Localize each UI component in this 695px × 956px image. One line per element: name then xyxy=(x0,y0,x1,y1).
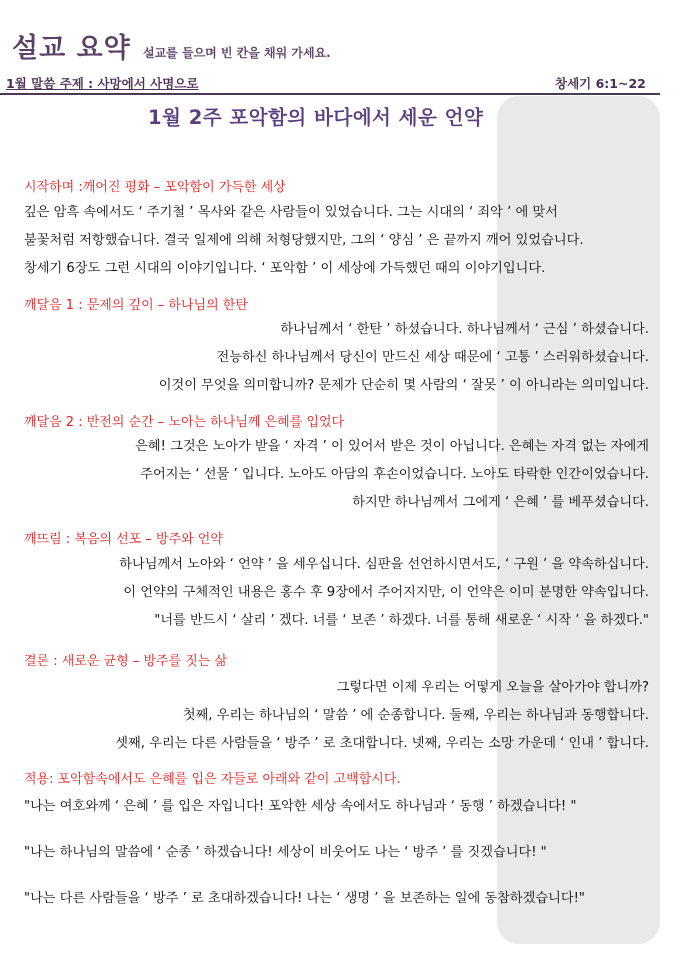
monthly-topic: 1월 말씀 주제 : 사망에서 사명으로 xyxy=(6,76,199,91)
scripture-reference: 창세기 6:1~22 xyxy=(555,76,646,91)
conclusion-line-1: 그렇다면 이제 우리는 어떻게 오늘을 살아가야 합니까? xyxy=(336,680,649,695)
realization-2-line-2: 주어지는 ‘ 선물 ’ 입니다. 노아도 아담의 후손이었습니다. 노아도 타락한 인간이었습니다. xyxy=(140,467,649,482)
conclusion-line-3: 셋째, 우리는 다른 사람들을 ‘ 방주 ’ 로 초대합니다. 넷째, 우리는 소망 가운데 ‘ 인내 ’ 합니다. xyxy=(115,736,649,751)
realization-1-line-1: 하나님께서 ‘ 한탄 ’ 하셨습니다. 하나님께서 ‘ 근심 ’ 하셨습니다. xyxy=(280,322,649,337)
side-panel-background xyxy=(497,96,660,944)
section-heading-conclusion: 결론 : 새로운 균형 – 방주를 짓는 삶 xyxy=(24,654,228,669)
breakthrough-line-2: 이 언약의 구체적인 내용은 홍수 후 9장에서 주어지지만, 이 언약은 이미 분명한 약속입니다. xyxy=(123,585,649,600)
realization-1-line-2: 전능하신 하나님께서 당신이 만드신 세상 때문에 ‘ 고통 ’ 스러워하셨습니다. xyxy=(216,350,649,365)
application-confession-3: "나는 다른 사람들을 ‘ 방주 ’ 로 초대하겠습니다! 나는 ‘ 생명 ’ 을 보존하는 일에 동참하겠습니다!" xyxy=(24,891,585,906)
realization-2-line-3: 하지만 하나님께서 그에게 ‘ 은혜 ’ 를 베푸셨습니다. xyxy=(352,495,649,510)
conclusion-line-2: 첫째, 우리는 하나님의 ‘ 말씀 ’ 에 순종합니다. 둘째, 우리는 하나님과 동행합니다. xyxy=(182,708,649,723)
realization-1-line-3: 이것이 무엇을 의미합니까? 문제가 단순히 몇 사람의 ‘ 잘못 ’ 이 아니라는 의미입니다. xyxy=(158,378,649,393)
page-title: 설교 요약 xyxy=(12,33,131,64)
page-subtitle: 설교를 들으며 빈 칸을 채워 가세요. xyxy=(143,46,331,60)
section-heading-breakthrough: 깨뜨림 : 복음의 선포 – 방주와 언약 xyxy=(24,532,223,547)
header-divider xyxy=(0,93,660,95)
application-confession-2: "나는 하나님의 말씀에 ‘ 순종 ’ 하겠습니다! 세상이 비웃어도 나는 ‘ 방주 ’ 를 짓겠습니다! " xyxy=(24,845,547,860)
breakthrough-line-1: 하나님께서 노아와 ‘ 언약 ’ 을 세우십니다. 심판을 선언하시면서도, ‘ 구원 ’ 을 약속하십니다. xyxy=(119,557,649,572)
application-confession-1: "나는 여호와께 ‘ 은혜 ’ 를 입은 자입니다! 포악한 세상 속에서도 하나님과 ‘ 동행 ’ 하겠습니다! " xyxy=(24,799,577,814)
section-heading-intro: 시작하며 :깨어진 평화 – 포악함이 가득한 세상 xyxy=(24,180,286,195)
breakthrough-line-3: "너를 반드시 ‘ 살리 ’ 겠다. 너를 ‘ 보존 ’ 하겠다. 너를 통해 새로운 ‘ 시작 ’ 을 하겠다." xyxy=(154,613,649,628)
intro-line-1: 깊은 암흑 속에서도 ‘ 주기철 ’ 목사와 같은 사람들이 있었습니다. 그는 시대의 ‘ 죄악 ’ 에 맞서 xyxy=(24,205,558,220)
sermon-title: 1월 2주 포악함의 바다에서 세운 언약 xyxy=(148,106,484,129)
section-heading-realization-2: 깨달음 2 : 반전의 순간 – 노아는 하나님께 은혜를 입었다 xyxy=(24,415,345,430)
section-heading-realization-1: 깨달음 1 : 문제의 깊이 – 하나님의 한탄 xyxy=(24,298,248,313)
intro-line-2: 불꽃처럼 저항했습니다. 결국 일제에 의해 처형당했지만, 그의 ‘ 양심 ’ 은 끝까지 깨어 있었습니다. xyxy=(24,233,584,248)
realization-2-line-1: 은혜! 그것은 노아가 받을 ‘ 자격 ’ 이 있어서 받은 것이 아닙니다. 은혜는 자격 없는 자에게 xyxy=(135,439,649,454)
intro-line-3: 창세기 6장도 그런 시대의 이야기입니다. ‘ 포악함 ’ 이 세상에 가득했던 때의 이야기입니다. xyxy=(24,261,546,276)
section-heading-application: 적용: 포악함속에서도 은혜를 입은 자들로 아래와 같이 고백합시다. xyxy=(24,772,401,787)
